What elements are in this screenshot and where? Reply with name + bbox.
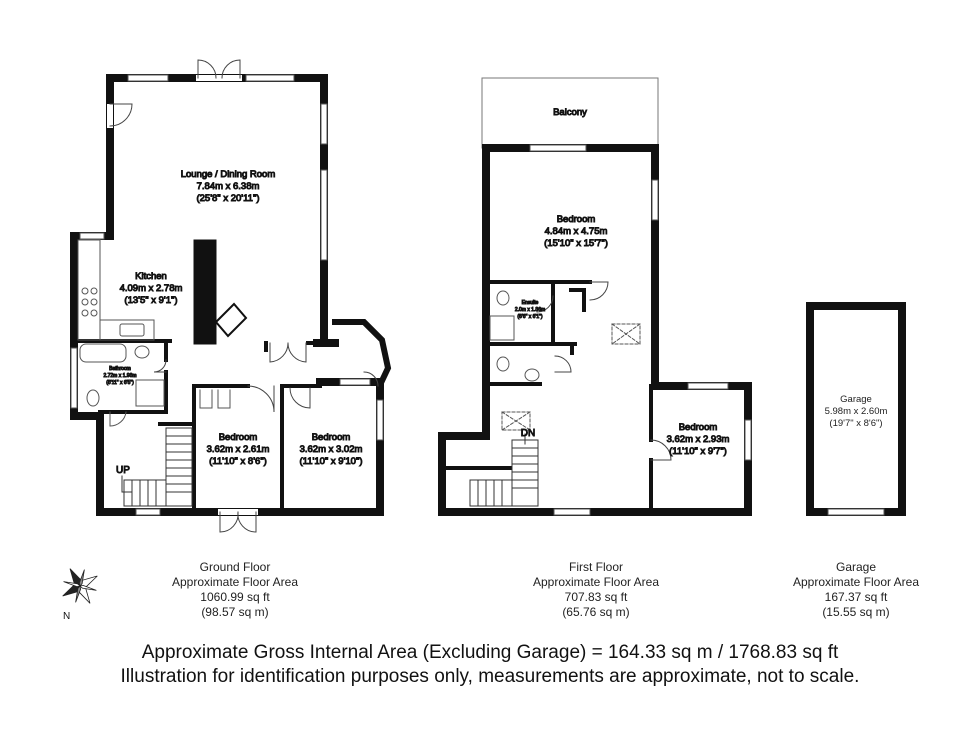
window xyxy=(321,170,327,260)
caption-subtitle: Approximate Floor Area xyxy=(532,575,660,589)
stair-label-up: UP xyxy=(116,465,130,476)
caption-subtitle: Approximate Floor Area xyxy=(171,575,299,589)
room-name-garage: Garage xyxy=(840,394,872,405)
ground-staircase xyxy=(122,428,192,506)
caption-sqm: (98.57 sq m) xyxy=(201,605,269,619)
room-size-lounge: 7.84m x 6.38m xyxy=(196,181,260,192)
room-imperial-bedroom: (11'10" x 9'10") xyxy=(299,456,363,467)
caption-title: Ground Floor xyxy=(199,560,271,574)
compass-north-label: N xyxy=(63,611,71,622)
room-name-bathroom: Bathroom xyxy=(109,366,131,372)
room-size-bedroom: 3.62m x 3.02m xyxy=(299,444,363,455)
door-icon xyxy=(110,412,126,426)
caption-sqm: (15.55 sq m) xyxy=(822,605,890,619)
toilet-icon xyxy=(87,390,99,406)
window xyxy=(652,180,658,220)
basin-icon xyxy=(135,346,149,358)
shower-icon xyxy=(136,380,164,406)
room-imperial-lounge: (25'8" x 20'11") xyxy=(196,193,260,204)
window xyxy=(377,400,383,440)
door-icon xyxy=(290,388,310,408)
room-size-bedroom: 4.84m x 4.75m xyxy=(544,226,608,237)
window xyxy=(321,104,327,144)
room-name-bedroom: Bedroom xyxy=(311,432,351,443)
garage-plan xyxy=(810,306,902,515)
garage-caption xyxy=(766,560,946,620)
window xyxy=(554,509,590,515)
stair-label-dn: DN xyxy=(520,428,536,439)
sink-icon xyxy=(120,324,144,336)
disclaimer-line: Illustration for identification purposes only, measurements are approximate, not to scale. xyxy=(120,666,860,687)
first-floor-windows xyxy=(530,145,751,515)
door-icon xyxy=(270,343,288,362)
caption-title: Garage xyxy=(835,560,877,574)
caption-sqft: 167.37 sq ft xyxy=(824,590,888,604)
room-imperial-bedroom: (15'10" x 15'7") xyxy=(544,238,608,249)
toilet-icon xyxy=(497,291,509,305)
room-imperial-ensuite: (6'6" x 6'1") xyxy=(517,314,543,320)
room-size-bathroom: 2.72m x 1.98m xyxy=(103,373,137,379)
room-size-garage: 5.98m x 2.60m xyxy=(824,406,888,417)
room-imperial-garage: (19'7" x 8'6") xyxy=(829,418,883,429)
chimney-breast xyxy=(194,240,216,344)
bathtub-icon xyxy=(80,344,126,362)
ground-floor-plan xyxy=(71,60,388,532)
room-size-bedroom: 3.62m x 2.93m xyxy=(666,434,730,445)
room-imperial-bedroom: (11'10" x 8'6") xyxy=(209,456,267,467)
room-imperial-bathroom: (8'11" x 6'5") xyxy=(106,380,134,386)
window xyxy=(80,233,104,239)
window xyxy=(246,75,294,81)
caption-sqft: 707.83 sq ft xyxy=(564,590,628,604)
first-floor-caption xyxy=(506,560,686,620)
door-icon xyxy=(248,386,274,412)
room-name-bedroom: Bedroom xyxy=(556,214,596,225)
first-floor-inner-walls xyxy=(448,282,651,512)
compass-rose-icon xyxy=(53,559,108,614)
room-size-kitchen: 4.09m x 2.78m xyxy=(119,283,183,294)
fireplace-icon xyxy=(216,304,246,336)
room-name-balcony: Balcony xyxy=(553,107,587,118)
caption-sqft: 1060.99 sq ft xyxy=(200,590,270,604)
room-name-bedroom: Bedroom xyxy=(218,432,258,443)
gross-area-line: Approximate Gross Internal Area (Excluding Garage) = 164.33 sq m / 1768.83 sq ft xyxy=(141,642,839,663)
caption-sqm: (65.76 sq m) xyxy=(562,605,630,619)
window xyxy=(128,75,168,81)
window xyxy=(340,379,370,385)
room-imperial-bedroom: (11'10" x 9'7") xyxy=(669,446,727,457)
door-icon xyxy=(288,343,306,362)
area-footer xyxy=(0,641,980,689)
room-name-lounge: Lounge / Dining Room xyxy=(180,169,276,180)
basin-icon xyxy=(525,369,539,381)
shower-icon xyxy=(490,316,514,340)
window xyxy=(745,420,751,460)
door-icon xyxy=(590,282,608,300)
first-floor-outer-walls xyxy=(442,148,748,512)
room-name-ensuite: Ensuite xyxy=(521,300,539,306)
caption-title: First Floor xyxy=(569,560,623,574)
room-name-kitchen: Kitchen xyxy=(135,271,167,282)
room-imperial-kitchen: (13'5" x 9'1") xyxy=(124,295,178,306)
room-size-bedroom: 3.62m x 2.61m xyxy=(206,444,270,455)
room-name-bedroom: Bedroom xyxy=(678,422,718,433)
first-floor-skylights xyxy=(502,324,640,430)
window xyxy=(688,383,728,389)
caption-subtitle: Approximate Floor Area xyxy=(792,575,920,589)
room-size-ensuite: 2.0m x 1.86m xyxy=(514,307,546,313)
window xyxy=(530,145,586,151)
window xyxy=(136,509,160,515)
bay-window xyxy=(335,322,388,385)
window xyxy=(71,348,77,408)
door-icon xyxy=(555,356,571,372)
toilet-icon xyxy=(497,357,509,371)
ground-floor-caption xyxy=(145,560,325,620)
garage-door xyxy=(828,509,884,515)
first-floor-plan xyxy=(442,78,751,515)
